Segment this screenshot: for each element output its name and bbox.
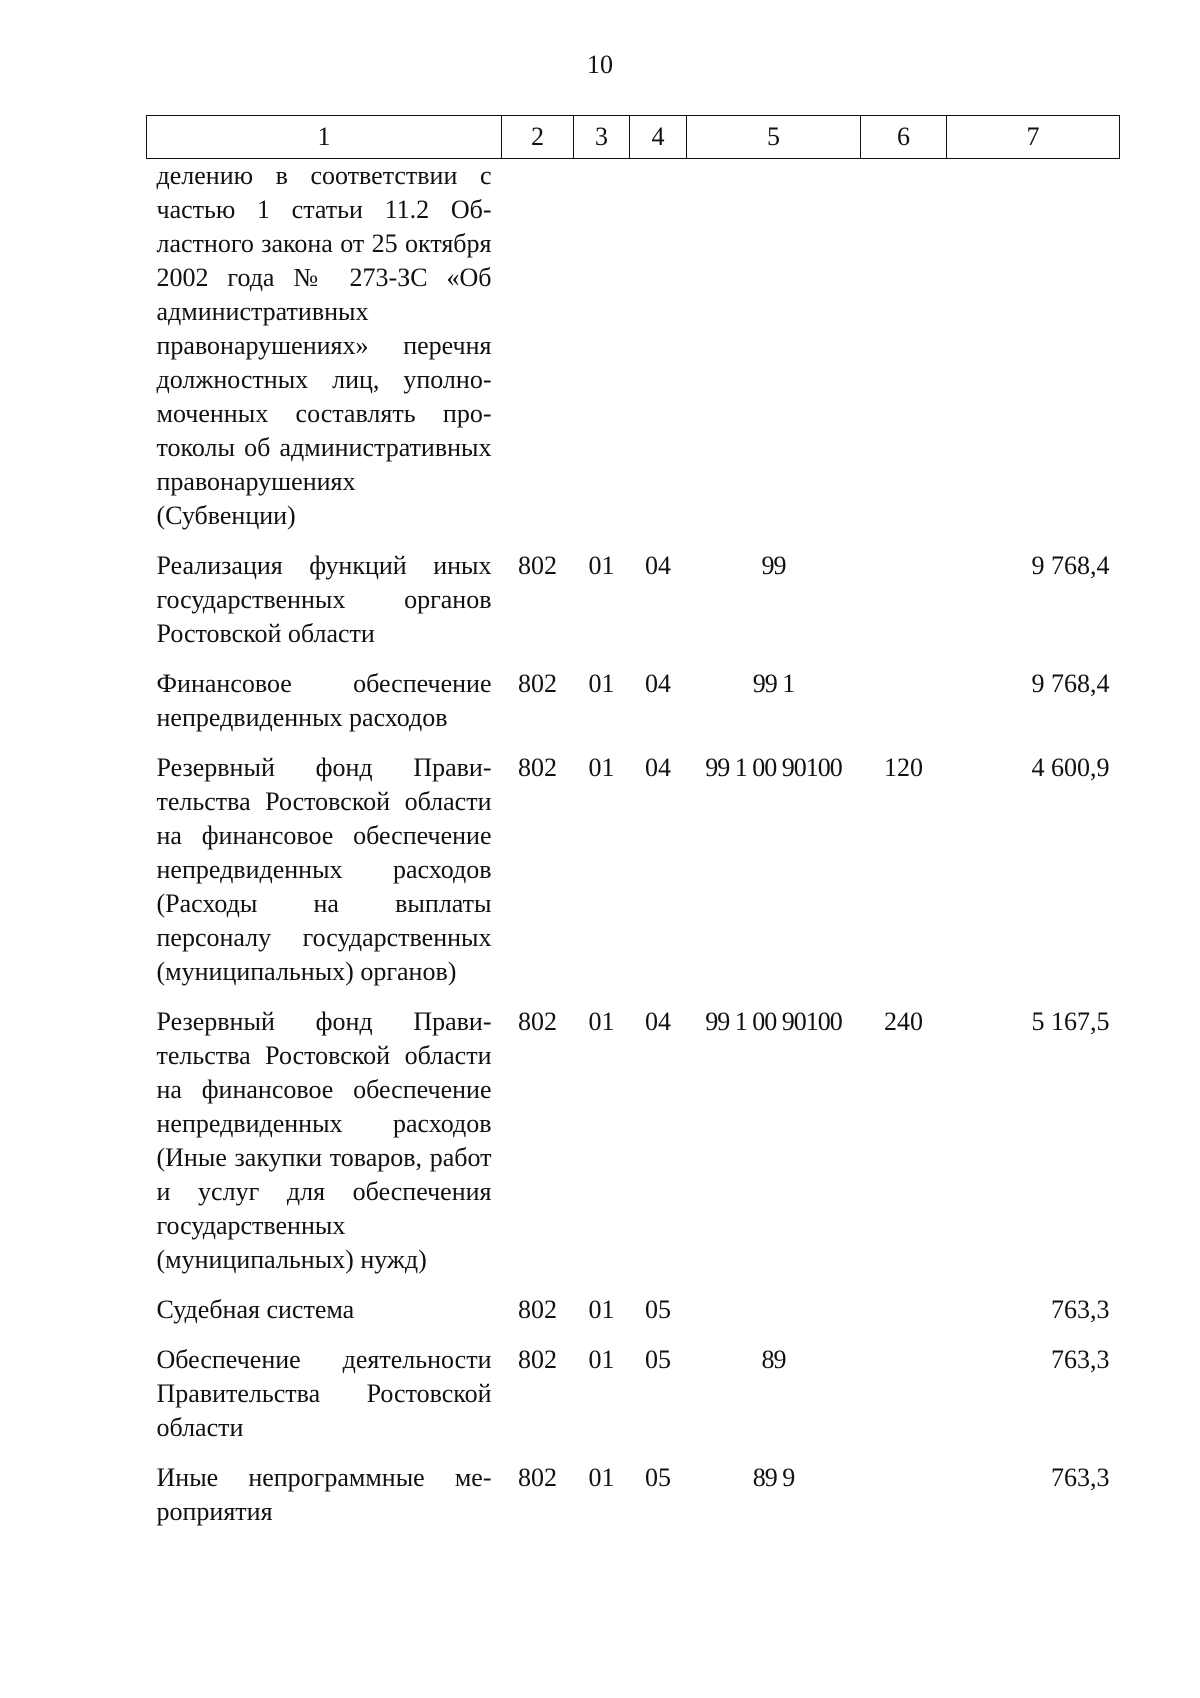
row-col5: 89 9 (752, 1463, 795, 1492)
row-col3: 01 (588, 669, 615, 698)
table-row-continuation (147, 159, 1120, 545)
column-header-1: 1 (147, 116, 502, 159)
row-col2: 802 (518, 551, 557, 580)
row-col7: 9 768,4 (1031, 551, 1110, 580)
row-col7: 5 167,5 (1031, 1007, 1110, 1036)
row-col2: 802 (518, 1295, 557, 1324)
row-col3: 01 (588, 1007, 615, 1036)
row-col7: 763,3 (1051, 1345, 1110, 1374)
row-col2: 802 (518, 1345, 557, 1374)
row-col7: 763,3 (1051, 1463, 1110, 1492)
table-row (147, 746, 1120, 1000)
row-col5: 89 (761, 1345, 786, 1374)
row-col3: 01 (588, 551, 615, 580)
table-row (147, 662, 1120, 746)
budget-table (146, 115, 1120, 1540)
row-col4: 05 (645, 1463, 671, 1492)
column-header-6: 6 (861, 116, 947, 159)
row-col6 (861, 1338, 947, 1456)
row-col7: 9 768,4 (1031, 669, 1110, 698)
row-col3: 01 (588, 753, 615, 782)
column-header-5: 5 (687, 116, 861, 159)
row-col6: 120 (884, 753, 923, 782)
row-col5 (687, 1288, 861, 1338)
row-col3: 01 (588, 1463, 615, 1492)
row-col2: 802 (518, 753, 557, 782)
table-header-row (147, 116, 1120, 159)
row-col5: 99 1 (752, 669, 795, 698)
column-header-2: 2 (502, 116, 574, 159)
table-row (147, 1456, 1120, 1540)
table-row (147, 1000, 1120, 1288)
row-col6 (861, 662, 947, 746)
row-col2: 802 (518, 669, 557, 698)
column-header-7: 7 (947, 116, 1120, 159)
row-col4: 04 (645, 1007, 671, 1036)
column-header-3: 3 (574, 116, 630, 159)
row-col7: 4 600,9 (1031, 753, 1110, 782)
row-col4: 04 (645, 669, 671, 698)
column-header-4: 4 (630, 116, 687, 159)
row-col5: 99 1 00 90100 (705, 1007, 842, 1036)
row-col6 (861, 1288, 947, 1338)
row-name: Реализация функций иных государственных органов Ростовской области (156, 551, 492, 648)
row-col4: 05 (645, 1295, 671, 1324)
row-name: Резервный фонд Правительства Ростовской области на финансовое обеспечение непредвиденных расходов (Иные закупки товаров, работ и услуг для обеспечения государственных (муниципальных) нужд) (156, 1007, 492, 1274)
row-col7: 763,3 (1051, 1295, 1110, 1324)
table-row (147, 1338, 1120, 1456)
row-name: Финансовое обеспечение непредвиденных расходов (156, 669, 492, 732)
row-col3: 01 (588, 1295, 615, 1324)
row-col3: 01 (588, 1345, 615, 1374)
row-name: Обеспечение деятельности Правительства Ростовской области (156, 1345, 492, 1442)
table-row (147, 1288, 1120, 1338)
continuation-text: делению в соответствии с частью 1 статьи 11.2 Областного закона от 25 октября 2002 года № 273-ЗС «Об административных правонарушениях» перечня должностных лиц, уполномоченных составлять протоколы об административных правонарушениях (Субвенции) (156, 161, 492, 530)
row-col2: 802 (518, 1463, 557, 1492)
row-col6 (861, 544, 947, 662)
row-name: Иные непрограммные мероприятия (156, 1463, 492, 1526)
row-name: Резервный фонд Правительства Ростовской области на финансовое обеспечение непредвиденных расходов (Расходы на выплаты персоналу государственных (муниципальных) органов) (156, 753, 492, 986)
row-col5: 99 (761, 551, 786, 580)
row-col5: 99 1 00 90100 (705, 753, 842, 782)
row-col4: 04 (645, 551, 671, 580)
table-row (147, 544, 1120, 662)
row-col6 (861, 1456, 947, 1540)
row-col6: 240 (884, 1007, 923, 1036)
row-col2: 802 (518, 1007, 557, 1036)
row-col4: 04 (645, 753, 671, 782)
row-name: Судебная система (156, 1295, 355, 1324)
row-col4: 05 (645, 1345, 671, 1374)
page-number: 10 (587, 50, 613, 79)
